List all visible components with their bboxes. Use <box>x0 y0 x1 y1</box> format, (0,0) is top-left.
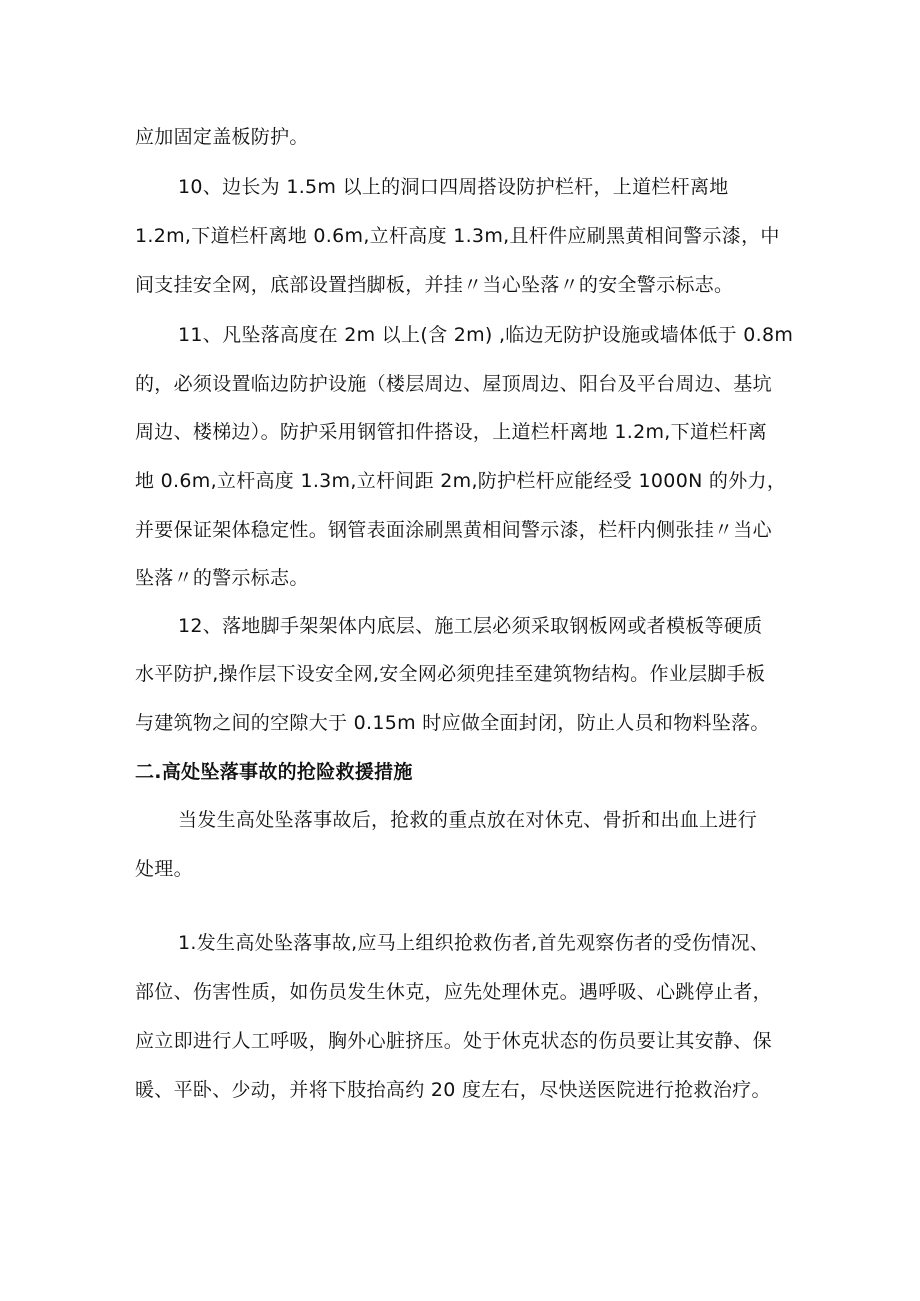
text-line: 10、边长为 1.5m 以上的洞口四周搭设防护栏杆，上道栏杆离地 <box>178 176 729 198</box>
text-line: 1.2m,下道栏杆离地 0.6m,立杆高度 1.3m,且杆件应刷黑黄相间警示漆，中 <box>135 225 780 247</box>
text-line: 11、凡坠落高度在 2m 以上(含 2m) ,临边无防护设施或墙体低于 0.8m <box>178 324 794 346</box>
text-line: 当发生高处坠落事故后，抢救的重点放在对休克、骨折和出血上进行 <box>178 809 758 831</box>
text-line: 与建筑物之间的空隙大于 0.15m 时应做全面封闭，防止人员和物料坠落。 <box>135 712 770 734</box>
text-line: 处理。 <box>135 858 193 880</box>
text-line: 12、落地脚手架架体内底层、施工层必须采取钢板网或者模板等硬质 <box>178 615 763 637</box>
text-line: 水平防护,操作层下设安全网,安全网必须兜挂至建筑物结构。作业层脚手板 <box>135 663 766 685</box>
text-line: 周边、楼梯边）。防护采用钢管扣件搭设，上道栏杆离地 1.2m,下道栏杆离 <box>135 421 768 443</box>
text-line: 暖、平卧、少动，并将下肢抬高约 20 度左右，尽快送医院进行抢救治疗。 <box>135 1079 771 1101</box>
text-line: 部位、伤害性质，如伤员发生休克，应先处理休克。遇呼吸、心跳停止者， <box>135 981 772 1003</box>
text-line: 的，必须设置临边防护设施（楼层周边、屋顶周边、阳台及平台周边、基坑 <box>135 373 772 395</box>
section-heading: 二.高处坠落事故的抢险救援措施 <box>135 761 413 783</box>
text-line: 坠落〃的警示标志。 <box>135 567 309 589</box>
text-line: 1.发生高处坠落事故,应马上组织抢救伤者,首先观察伤者的受伤情况、 <box>178 932 770 954</box>
text-line: 应加固定盖板防护。 <box>135 126 309 148</box>
text-line: 间支挂安全网，底部设置挡脚板，并挂〃当心坠落〃的安全警示标志。 <box>135 274 734 296</box>
text-line: 应立即进行人工呼吸，胸外心脏挤压。处于休克状态的伤员要让其安静、保 <box>135 1030 772 1052</box>
text-line: 地 0.6m,立杆高度 1.3m,立杆间距 2m,防护栏杆应能经受 1000N 的外力， <box>135 470 787 492</box>
text-line: 并要保证架体稳定性。钢管表面涂刷黑黄相间警示漆，栏杆内侧张挂〃当心 <box>135 519 772 541</box>
